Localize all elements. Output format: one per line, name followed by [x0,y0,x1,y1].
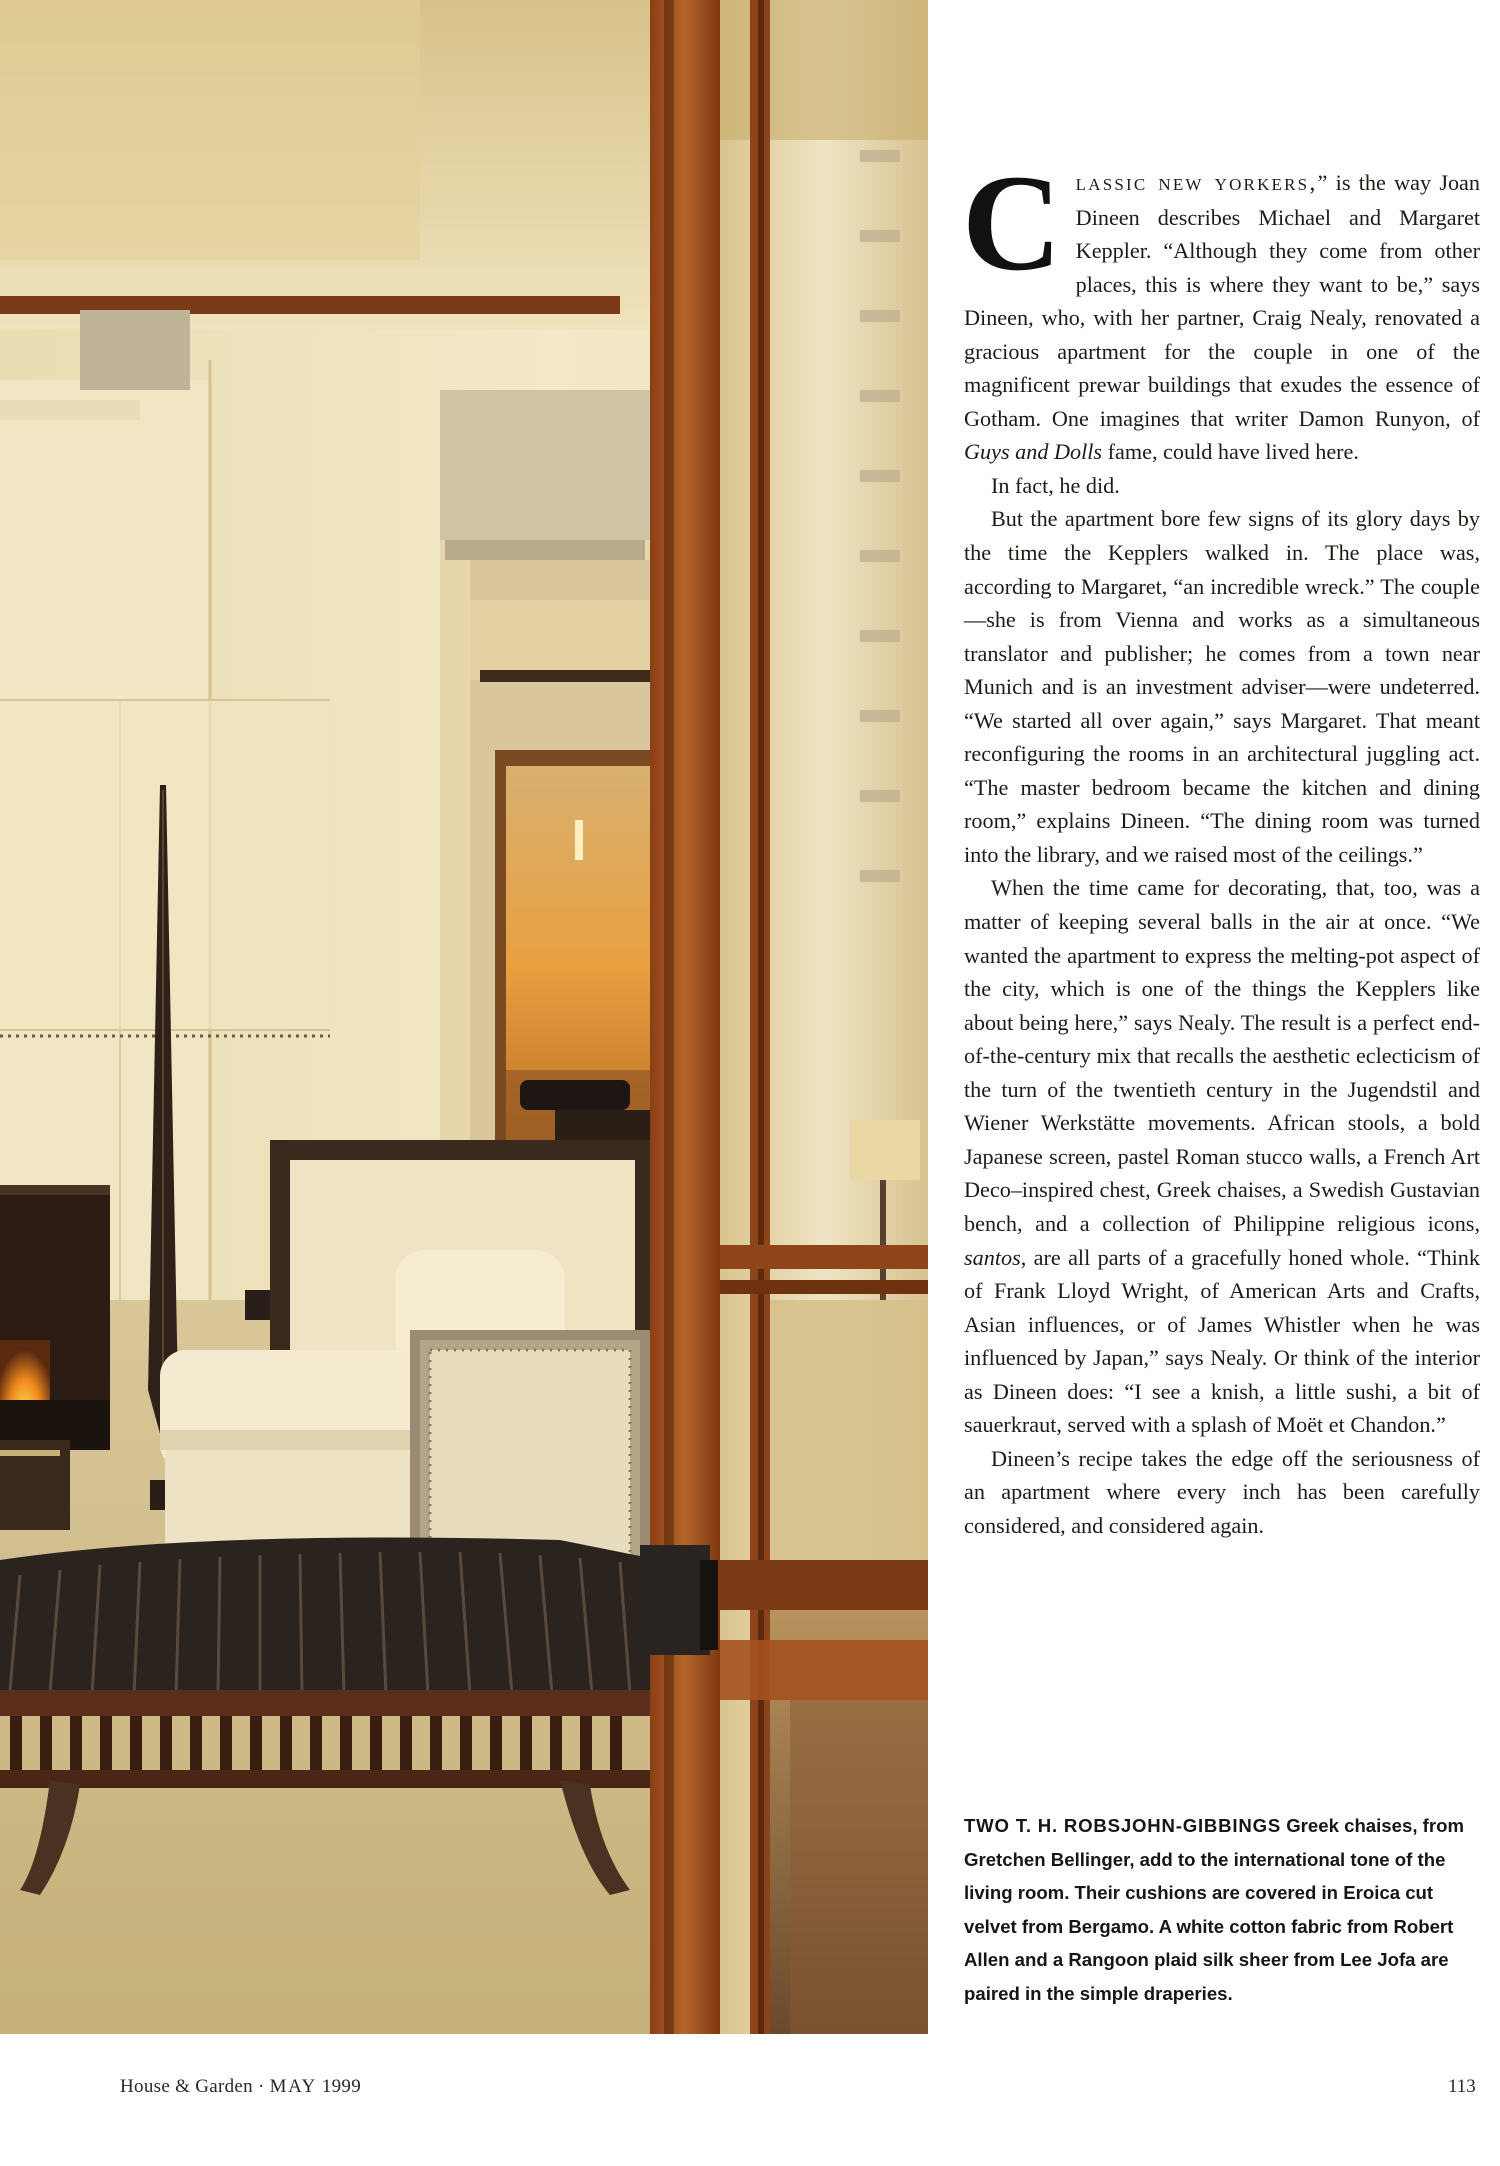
publication-name: House & Garden · [120,2076,270,2097]
drop-cap: C [962,146,1062,299]
photo-caption [964,1809,1480,2010]
lead-in-smallcaps: lassic new yorkers, [1075,170,1318,196]
caption-text: Greek chaises, from Gretchen Bellinger, add to the international tone of the living room. Their cushions are covered in Eroica cut velvet from Bergamo. A white cotton fabric from Robert Allen and a Rangoon plaid silk sheer from Lee Jofa are paired in the simple draperies. [964,1815,1464,2004]
film-title-italic: Guys and Dolls [964,439,1103,465]
article-paragraph-4 [964,871,1480,1441]
article-paragraph-5 [964,1442,1480,1543]
issue-year: 1999 [316,2076,362,2097]
paragraph-5-text: Dineen’s recipe takes the edge off the seriousness of an apartment where every inch has been carefully considered, and considered again. [964,1445,1480,1538]
article-paragraph-2 [964,469,1480,503]
paragraph-2-text: In fact, he did. [991,472,1120,498]
paragraph-4-text-b: , are all parts of a gracefully honed whole. “Think of Frank Lloyd Wright, of American Arts and Crafts, Asian influences, or of James Whistler when he was influenced by Japan,” says Nealy. Or think of the interior as Dineen does: “I see a knish, a little sushi, a bit of sauerkraut, served with a splash of Moët et Chandon.” [964,1244,1480,1438]
santos-italic: santos [964,1244,1021,1270]
paragraph-1-text-b: fame, could have lived here. [1102,439,1359,465]
paragraph-1-text-a: ” is the way Joan Dineen describes Michael and Margaret Keppler. “Although they come from other places, this is where they want to be,” says Dineen, who, with her partner, Craig Nealy, renovated a gracious apartment for the couple in one of the magnificent prewar buildings that exudes the essence of Gotham. One imagines that writer Damon Runyon, of [964,170,1480,431]
footer-publication [120,2076,361,2098]
article-paragraph-1 [962,146,1480,469]
article-paragraph-3 [964,502,1480,871]
caption-lead: TWO T. H. ROBSJOHN-GIBBINGS [964,1815,1282,1836]
article-body [962,146,1480,1542]
page-number: 113 [1448,2076,1476,2097]
paragraph-3-text: But the apartment bore few signs of its glory days by the time the Kepplers walked in. The place was, according to Margaret, “an incredible wreck.” The couple—she is from Vienna and works as a simultaneous translator and publisher; he comes from a town near Munich and is an investment adviser—were undeterred. “We started all over again,” says Margaret. That meant reconfiguring the rooms in an architectural juggling act. “The master bedroom became the kitchen and dining room,” explains Dineen. “The dining room was turned into the library, and we raised most of the ceilings.” [964,506,1480,867]
issue-month: MAY [269,2076,317,2097]
paragraph-4-text-a: When the time came for decorating, that, too, was a matter of keeping several balls in the air at once. “We wanted the apartment to express the melting-pot aspect of the city, which is one of the things the Kepplers like about being here,” says Nealy. The result is a perfect end-of-the-century mix that recalls the aesthetic eclecticism of the turn of the twentieth century in the Jugendstil and Wiener Werkstätte movements. African stools, a bold Japanese screen, pastel Roman stucco walls, a French Art Deco–inspired chest, Greek chaises, a Swedish Gustavian bench, and a collection of Philippine religious icons, [964,875,1480,1236]
